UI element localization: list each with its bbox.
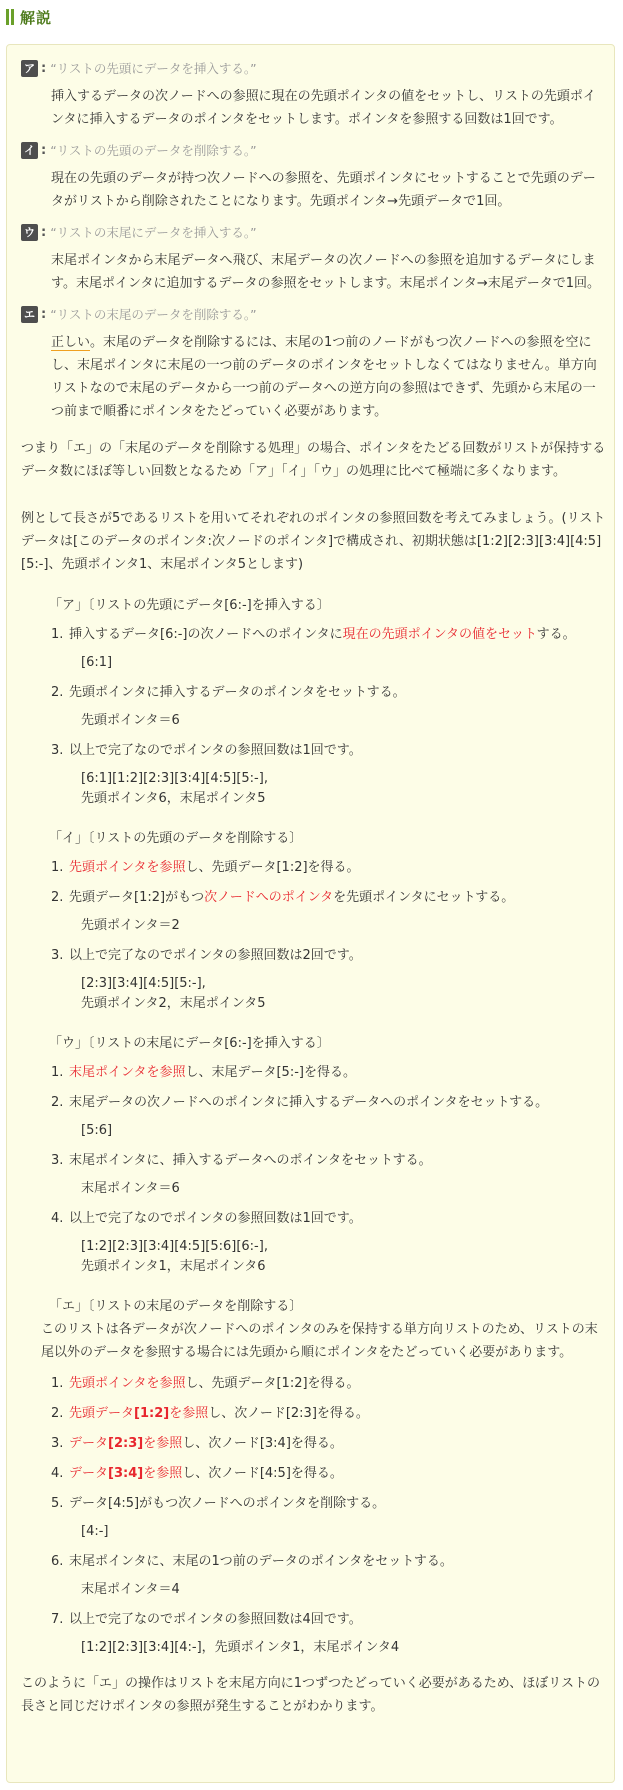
option-explanation: 挿入するデータの次ノードへの参照に現在の先頭ポインタの値をセットし、リストの先頭ポインタに挿入するデータのポインタをセットします。ポインタを参照する回数は1回です。 — [51, 89, 596, 127]
option-badge: イ — [21, 142, 38, 159]
section-header — [0, 0, 623, 36]
list-item: 4. 以上で完了なのでポインタの参照回数は1回です。 [1:2][2:3][3:4][4:5][5:6][6:-], 先頭ポインタ1，末尾ポインタ6 — [51, 1211, 362, 1274]
case-i-title: 「イ」〔リストの先頭のデータを削除する〕 — [49, 831, 303, 846]
option-badge: ア — [21, 60, 38, 77]
option-quote: “リストの末尾のデータを削除する。” — [50, 307, 257, 322]
explanation-panel — [6, 44, 615, 1783]
example-intro: 例として長さが5であるリストを用いてそれぞれのポインタの参照回数を考えてみましょう。(リストデータは[このデータのポインタ:次ノードのポインタ]で構成され、初期状態は[1:2][2:3][3:4][4:5][5:-]、先頭ポインタ1、末尾ポインタ5とします) — [21, 511, 606, 572]
case-a-title: 「ア」〔リストの先頭にデータ[6:-]を挿入する〕 — [49, 598, 330, 613]
option-quote: “リストの末尾にデータを挿入する。” — [50, 225, 257, 240]
summary-paragraph: つまり「エ」の「末尾のデータを削除する処理」の場合、ポインタをたどる回数がリストが保持するデータ数にほぼ等しい回数となるため「ア」「イ」「ウ」の処理に比べて極端に多くなります。 — [21, 441, 606, 479]
list-item: 2. 先頭ポインタに挿入するデータのポインタをセットする。 先頭ポインタ＝6 — [51, 685, 406, 728]
correct-mark: 正しい — [51, 335, 91, 350]
list-item: 1. 挿入するデータ[6:-]の次ノードへのポインタに現在の先頭ポインタの値をセットする。 [6:1] — [51, 627, 576, 670]
list-item: 1. 末尾ポインタを参照し、末尾データ[5:-]を得る。 — [51, 1065, 356, 1080]
list-item: 7. 以上で完了なのでポインタの参照回数は4回です。 [1:2][2:3][3:4][4:-]，先頭ポインタ1，末尾ポインタ4 — [51, 1612, 400, 1655]
case-a-steps — [21, 625, 606, 809]
case-u-title: 「ウ」〔リストの末尾にデータ[6:-]を挿入する〕 — [49, 1036, 330, 1051]
option-quote: “リストの先頭にデータを挿入する。” — [50, 61, 257, 76]
list-item: 2. 先頭データ[1:2]がもつ次ノードへのポインタを先頭ポインタにセットする。 先頭ポインタ＝2 — [51, 890, 515, 933]
section-title: 解説 — [20, 9, 53, 27]
list-item: 3. データ[2:3]を参照し、次ノード[3:4]を得る。 — [51, 1436, 343, 1451]
case-u-steps — [21, 1063, 606, 1277]
option-i: イ : “リストの先頭のデータを削除する。” 現在の先頭のデータが持つ次ノードへの参照を、先頭ポインタにセットすることで先頭のデータがリストから削除されたことになります。先頭ポインタ→先頭データで1回。 — [21, 141, 606, 213]
list-item: 1. 先頭ポインタを参照し、先頭データ[1:2]を得る。 — [51, 860, 360, 875]
list-item: 3. 末尾ポインタに、挿入するデータへのポインタをセットする。 末尾ポインタ＝6 — [51, 1153, 432, 1196]
option-u: ウ : “リストの末尾にデータを挿入する。” 末尾ポインタから末尾データへ飛び、末尾データの次ノードへの参照を追加するデータにします。末尾ポインタに追加するデータの参照をセットします。末尾ポインタ→末尾データで1回。 — [21, 223, 606, 295]
list-item: 3. 以上で完了なのでポインタの参照回数は1回です。 [6:1][1:2][2:3][3:4][4:5][5:-], 先頭ポインタ6，末尾ポインタ5 — [51, 743, 362, 806]
option-badge: エ — [21, 306, 38, 323]
option-explanation: 末尾ポインタから末尾データへ飛び、末尾データの次ノードへの参照を追加するデータにします。末尾ポインタに追加するデータの参照をセットします。末尾ポインタ→末尾データで1回。 — [51, 253, 601, 291]
option-quote: “リストの先頭のデータを削除する。” — [50, 143, 257, 158]
list-item: 5. データ[4:5]がもつ次ノードへのポインタを削除する。 [4:-] — [51, 1496, 386, 1539]
explanation-content — [21, 59, 606, 1718]
option-badge: ウ — [21, 224, 38, 241]
list-item: 3. 以上で完了なのでポインタの参照回数は2回です。 [2:3][3:4][4:5][5:-], 先頭ポインタ2，末尾ポインタ5 — [51, 948, 362, 1011]
list-item: 2. 先頭データ[1:2]を参照し、次ノード[2:3]を得る。 — [51, 1406, 369, 1421]
option-e: エ : “リストの末尾のデータを削除する。” 正しい。末尾のデータを削除するには、末尾の1つ前のノードがもつ次ノードへの参照を空にし、末尾ポインタに末尾の一つ前のデータのポインタをセットしなくてはなりません。単方向リストなので末尾のデータから一つ前のデータへの逆方向の参照はできず、先頭から末尾の一つ前まで順番にポインタをたどっていく必要があります。 — [21, 305, 606, 423]
list-item: 2. 末尾データの次ノードへのポインタに挿入するデータへのポインタをセットする。 [5:6] — [51, 1095, 549, 1138]
header-accent-bar — [11, 9, 14, 25]
list-item: 6. 末尾ポインタに、末尾の1つ前のデータのポインタをセットする。 末尾ポインタ＝4 — [51, 1554, 453, 1597]
list-item: 1. 先頭ポインタを参照し、先頭データ[1:2]を得る。 — [51, 1376, 360, 1391]
case-e-steps — [21, 1374, 606, 1658]
conclusion-paragraph: このように「エ」の操作はリストを末尾方向に1つずつたどっていく必要があるため、ほぼリストの長さと同じだけポインタの参照が発生することがわかります。 — [21, 1676, 600, 1714]
case-e-title: 「エ」〔リストの末尾のデータを削除する〕 — [49, 1299, 303, 1314]
case-e-description: このリストは各データが次ノードへのポインタのみを保持する単方向リストのため、リストの末尾以外のデータを参照する場合には先頭から順にポインタをたどっていく必要があります。 — [41, 1322, 598, 1360]
option-explanation: 現在の先頭のデータが持つ次ノードへの参照を、先頭ポインタにセットすることで先頭のデータがリストから削除されたことになります。先頭ポインタ→先頭データで1回。 — [51, 171, 596, 209]
option-explanation: 正しい。末尾のデータを削除するには、末尾の1つ前のノードがもつ次ノードへの参照を空にし、末尾ポインタに末尾の一つ前のデータのポインタをセットしなくてはなりません。単方向リストなので末尾のデータから一つ前のデータへの逆方向の参照はできず、先頭から末尾の一つ前まで順番にポインタをたどっていく必要があります。 — [51, 335, 597, 419]
case-i-steps — [21, 858, 606, 1014]
header-accent-bar — [6, 9, 9, 25]
list-item: 4. データ[3:4]を参照し、次ノード[4:5]を得る。 — [51, 1466, 343, 1481]
option-a: ア : “リストの先頭にデータを挿入する。” 挿入するデータの次ノードへの参照に現在の先頭ポインタの値をセットし、リストの先頭ポインタに挿入するデータのポインタをセットします。ポインタを参照する回数は1回です。 — [21, 59, 606, 131]
